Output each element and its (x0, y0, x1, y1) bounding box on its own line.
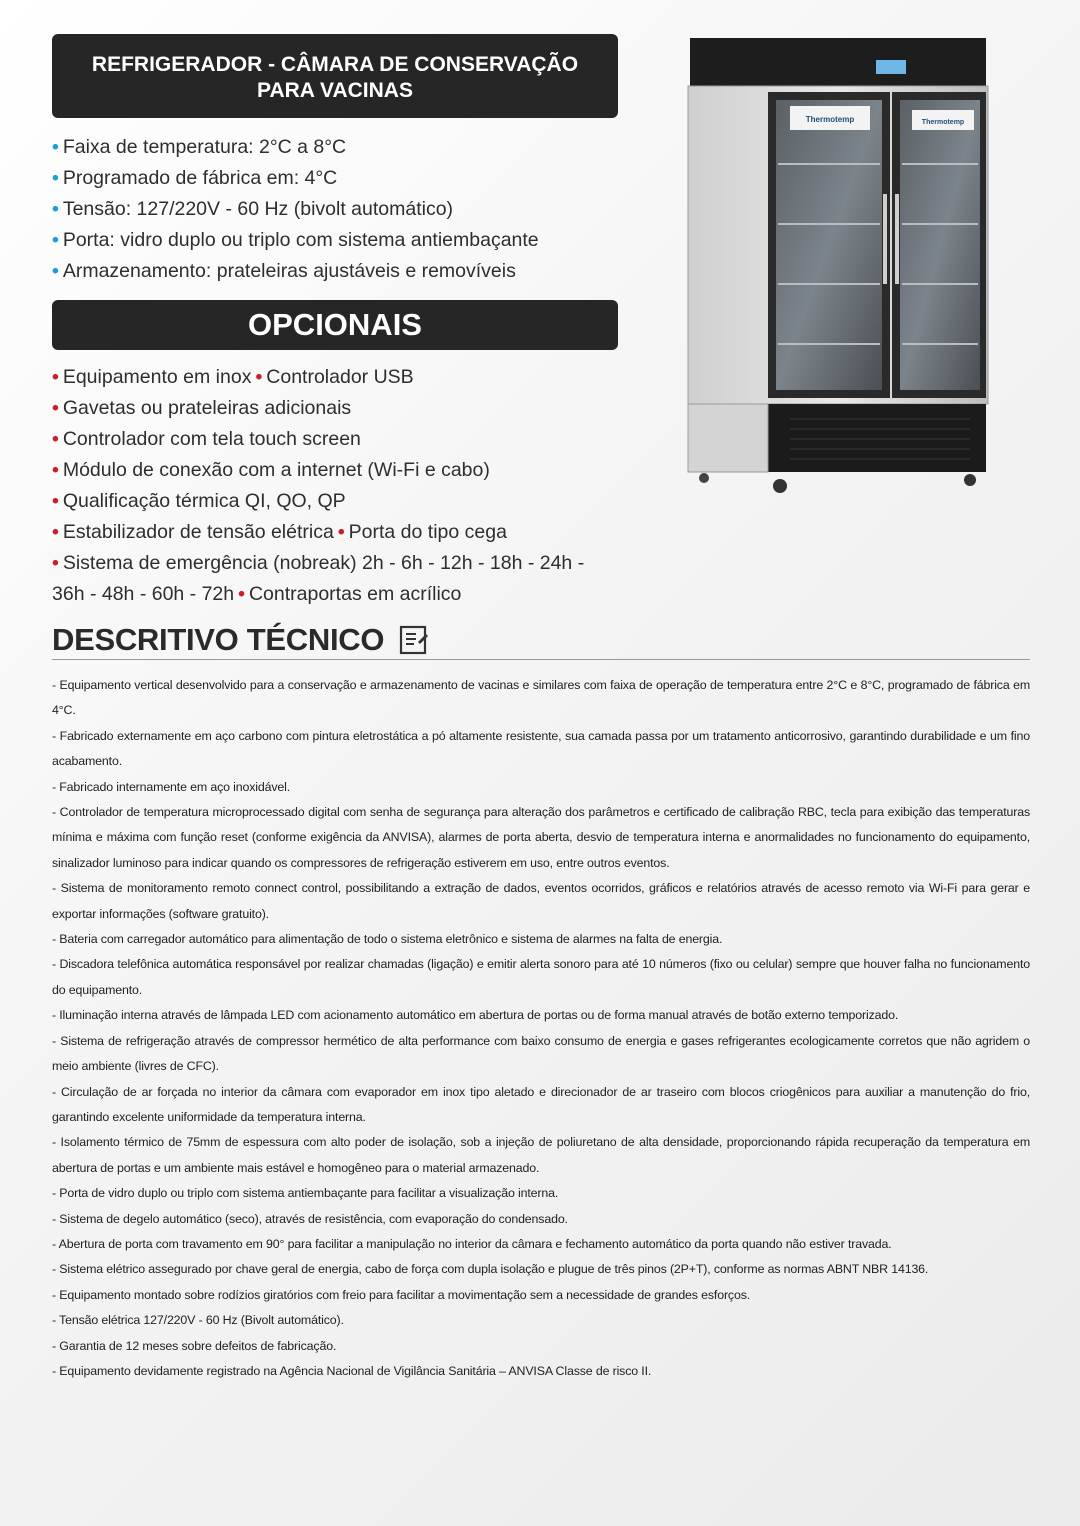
description-item: - Sistema de refrigeração através de compressor hermético de alta performance com baixo consumo de energia e gases refrigerantes ecologicamente corretos que não agridem o meio ambiente (livres de CFC). (52, 1033, 1030, 1074)
description-item: - Fabricado internamente em aço inoxidável. (52, 779, 291, 794)
description-item: - Tensão elétrica 127/220V - 60 Hz (Bivolt automático). (52, 1313, 344, 1328)
description-item: - Porta de vidro duplo ou triplo com sistema antiembaçante para facilitar a visualização interna. (52, 1186, 559, 1201)
description-item: - Controlador de temperatura microprocessado digital com senha de segurança para alteração dos parâmetros e certificado de calibração RBC, tecla para exibição das temperaturas mínima e máxima com função reset (conforme exigência da ANVISA), alarmes de porta aberta, desvio de temperatura interna e anormalidades no funcionamento do equipamento, sinalizador luminoso para indicar quando os compressores de refrigeração estiverem em uso, entre outros eventos. (52, 805, 1030, 870)
product-title-banner (52, 34, 618, 118)
spec-item: • Faixa de temperatura: 2°C a 8°C (52, 136, 347, 158)
description-item: - Equipamento devidamente registrado na Agência Nacional de Vigilância Sanitária – ANVISA Classe de risco II. (52, 1363, 652, 1378)
description-item: - Sistema de degelo automático (seco), através de resistência, com evaporação do condensado. (52, 1211, 568, 1226)
technical-description (52, 673, 1030, 1384)
description-item: - Garantia de 12 meses sobre defeitos de fabricação. (52, 1338, 337, 1353)
bullet-icon: • (52, 229, 59, 251)
optional-item: • Estabilizador de tensão elétrica • Porta do tipo cega (52, 521, 507, 543)
optional-item: • Equipamento em inox • Controlador USB (52, 366, 414, 388)
spec-item: • Porta: vidro duplo ou triplo com sistema antiembaçante (52, 229, 539, 251)
bullet-icon: • (52, 167, 59, 189)
bullet-icon: • (238, 583, 245, 605)
spec-item: • Programado de fábrica em: 4°C (52, 167, 338, 189)
description-item: - Bateria com carregador automático para alimentação de todo o sistema eletrônico e sistema de alarmes na falta de energia. (52, 932, 723, 947)
optional-item: • Qualificação térmica QI, QO, QP (52, 490, 346, 512)
bullet-icon: • (337, 521, 345, 543)
description-item: - Equipamento montado sobre rodízios giratórios com freio para facilitar a movimentação sem a necessidade de grandes esforços. (52, 1287, 751, 1302)
description-item: - Discadora telefônica automática responsável por realizar chamadas (ligação) e emitir alerta sonoro para até 10 números (fixo ou celular) sempre que houver falha no funcionamento do equipamento. (52, 957, 1030, 997)
section-title-descritivo: DESCRITIVO TÉCNICO (52, 618, 430, 662)
description-item: - Sistema de monitoramento remoto connect control, possibilitando a extração de dados, eventos ocorridos, gráficos e relatórios através de acesso remoto via Wi-Fi para gerar e exportar informações (software gratuito). (52, 881, 1030, 921)
brand-logo-right: Thermotemp (921, 119, 965, 126)
bullet-icon: • (52, 136, 59, 158)
bullet-icon: • (52, 490, 59, 512)
bullet-icon: • (52, 198, 59, 220)
bullet-icon: • (52, 521, 59, 543)
optional-item: • Sistema de emergência (nobreak) 2h - 6h - 12h - 18h - 24h - (52, 552, 585, 574)
optional-item: • Módulo de conexão com a internet (Wi-Fi e cabo) (52, 459, 490, 481)
description-item: - Equipamento vertical desenvolvido para a conservação e armazenamento de vacinas e similares com faixa de operação de temperatura entre 2°C e 8°C, programado de fábrica em 4°C. (52, 678, 1030, 718)
optional-item-continuation: 36h - 48h - 60h - 72h • Contraportas em acrílico (52, 583, 462, 605)
refrigerator-image (680, 34, 1000, 504)
bullet-icon: • (52, 366, 59, 388)
optional-item: • Gavetas ou prateleiras adicionais (52, 397, 352, 419)
spec-item: • Tensão: 127/220V - 60 Hz (bivolt automático) (52, 198, 454, 220)
description-item: - Isolamento térmico de 75mm de espessura com alto poder de isolação, sob a injeção de poliuretano de alta densidade, proporcionando rápida recuperação da temperatura em abertura de portas e um ambiente mais estável e homogêneo para o material armazenado. (52, 1135, 1030, 1175)
optional-list (52, 362, 584, 610)
optional-item: • Controlador com tela touch screen (52, 428, 361, 450)
description-item: - Sistema elétrico assegurado por chave geral de energia, cabo de força com dupla isolação e plugue de três pinos (2P+T), conforme as normas ABNT NBR 14136. (52, 1262, 929, 1277)
spec-item: • Armazenamento: prateleiras ajustáveis e removíveis (52, 260, 516, 282)
description-item: - Circulação de ar forçada no interior da câmara com evaporador em inox tipo aletado e direcionador de ar traseiro com blocos criogênicos para auxiliar a manutenção do frio, garantindo excelente uniformidade da temperatura interna. (52, 1084, 1030, 1124)
spec-list (52, 132, 539, 287)
bullet-icon: • (52, 459, 59, 481)
document-icon (398, 624, 430, 656)
opcionais-banner: OPCIONAIS (52, 300, 618, 350)
description-item: - Abertura de porta com travamento em 90° para facilitar a manipulação no interior da câmara e fechamento automático da porta quando não estiver travada. (52, 1236, 892, 1251)
bullet-icon: • (52, 397, 59, 419)
bullet-icon: • (52, 552, 59, 574)
section-divider (52, 659, 1030, 660)
bullet-icon: • (52, 428, 59, 450)
description-item: - Fabricado externamente em aço carbono com pintura eletrostática a pó altamente resistente, sua camada passa por um tratamento anticorrosivo, garantindo durabilidade e um fino acabamento. (52, 728, 1030, 769)
brand-logo-left: Thermotemp (805, 115, 855, 124)
bullet-icon: • (255, 366, 263, 388)
description-item: - Iluminação interna através de lâmpada LED com acionamento automático em abertura de portas ou de forma manual através de botão externo temporizado. (52, 1008, 899, 1023)
product-title-line2: PARA VACINAS (257, 79, 413, 102)
bullet-icon: • (52, 260, 59, 282)
product-title-line1: REFRIGERADOR - CÂMARA DE CONSERVAÇÃO (91, 53, 579, 76)
